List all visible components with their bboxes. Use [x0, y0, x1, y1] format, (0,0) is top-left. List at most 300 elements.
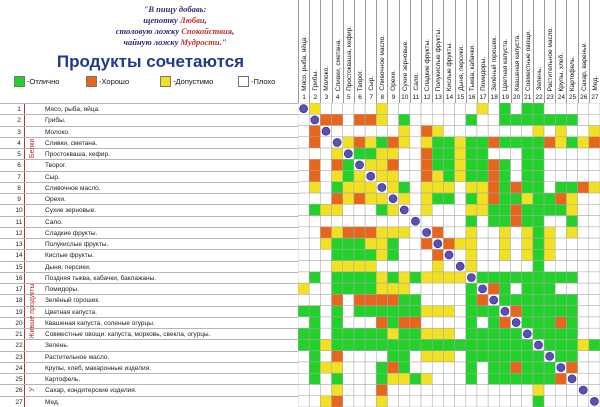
cell-r24-c3	[320, 362, 331, 373]
cell-r23-c13	[432, 351, 443, 362]
row-name: Растительное масло.	[45, 353, 110, 361]
cell-r1-c15	[455, 103, 466, 114]
cell-r11-c4	[332, 216, 343, 227]
cell-r15-c2	[309, 261, 320, 272]
row-label	[0, 384, 298, 395]
cell-r18-c27	[589, 294, 600, 305]
cell-r24-c27	[589, 362, 600, 373]
cell-r4-c26	[578, 137, 589, 148]
cell-r26-c6	[354, 384, 365, 395]
cell-r4-c12	[421, 137, 432, 148]
cell-r21-c9	[387, 328, 398, 339]
cell-r9-c18	[488, 193, 499, 204]
cell-r4-c21	[522, 137, 533, 148]
cell-r19-c22	[533, 306, 544, 317]
cell-r19-c24	[555, 306, 566, 317]
cell-r11-c26	[578, 216, 589, 227]
quote-line-3-pre: столовую ложку	[115, 26, 182, 36]
cell-r16-c20	[511, 272, 522, 283]
cell-r4-c11	[410, 137, 421, 148]
cell-r24-c5	[343, 362, 354, 373]
diagonal-dot-icon	[557, 364, 565, 372]
cell-r11-c14	[443, 216, 454, 227]
column-header-19	[499, 0, 510, 93]
cell-r13-c3	[320, 238, 331, 249]
cell-r8-c14	[443, 182, 454, 193]
cell-r20-c11	[410, 317, 421, 328]
column-header-label: Сахар, варенье.	[580, 41, 588, 91]
cell-r4-c7	[365, 137, 376, 148]
cell-r23-c26	[578, 351, 589, 362]
cell-r17-c14	[443, 283, 454, 294]
row-name: Сыр.	[45, 173, 60, 181]
row-name: Орехи.	[45, 196, 66, 204]
cell-r11-c15	[455, 216, 466, 227]
cell-r11-c6	[354, 216, 365, 227]
cell-r7-c5	[343, 171, 354, 182]
cell-r3-c1	[298, 126, 309, 137]
cell-r22-c18	[488, 339, 499, 350]
cell-r6-c12	[421, 159, 432, 170]
cell-r5-c8	[376, 148, 387, 159]
cell-r10-c24	[555, 204, 566, 215]
cell-r1-c18	[488, 103, 499, 114]
cell-r5-c19	[499, 148, 510, 159]
cell-r10-c2	[309, 204, 320, 215]
cell-r9-c3	[320, 193, 331, 204]
cell-r27-c26	[578, 396, 589, 407]
cell-r2-c15	[455, 114, 466, 125]
cell-r17-c3	[320, 283, 331, 294]
cell-r16-c1	[298, 272, 309, 283]
cell-r3-c14	[443, 126, 454, 137]
cell-r17-c5	[343, 283, 354, 294]
cell-r4-c15	[455, 137, 466, 148]
cell-r15-c12	[421, 261, 432, 272]
column-number: 5	[343, 93, 354, 103]
cell-r23-c3	[320, 351, 331, 362]
row-label	[0, 216, 298, 227]
cell-r18-c6	[354, 294, 365, 305]
cell-r9-c4	[332, 193, 343, 204]
row-number: 1	[17, 106, 21, 113]
cell-r1-c20	[511, 103, 522, 114]
compatibility-matrix	[298, 103, 600, 407]
cell-r25-c1	[298, 373, 309, 384]
cell-r17-c6	[354, 283, 365, 294]
cell-r19-c2	[309, 306, 320, 317]
cell-r20-c10	[399, 317, 410, 328]
column-header-label: Картофель.	[569, 55, 577, 91]
diagonal-dot-icon	[579, 386, 587, 394]
cell-r27-c19	[499, 396, 510, 407]
row-number: 26	[15, 387, 23, 395]
diagonal-dot-icon	[300, 105, 308, 113]
quote-line-3	[60, 26, 290, 37]
cell-r23-c9	[387, 351, 398, 362]
cell-r12-c18	[488, 227, 499, 238]
legend-swatch-bad	[238, 76, 249, 87]
cell-r8-c11	[410, 182, 421, 193]
cell-r24-c2	[309, 362, 320, 373]
cell-r26-c20	[511, 384, 522, 395]
cell-r6-c22	[533, 159, 544, 170]
cell-r14-c22	[533, 249, 544, 260]
cell-r7-c25	[566, 171, 577, 182]
cell-r14-c17	[477, 249, 488, 260]
cell-r2-c26	[578, 114, 589, 125]
cell-r20-c26	[578, 317, 589, 328]
cell-r21-c15	[455, 328, 466, 339]
cell-r22-c2	[309, 339, 320, 350]
column-number: 12	[421, 93, 432, 103]
cell-r21-c23	[544, 328, 555, 339]
cell-r8-c16	[466, 182, 477, 193]
cell-r21-c7	[365, 328, 376, 339]
chart-title: Продукты сочетаются	[56, 52, 245, 71]
cell-r13-c16	[466, 238, 477, 249]
cell-r1-c5	[343, 103, 354, 114]
cell-r7-c6	[354, 171, 365, 182]
cell-r7-c14	[443, 171, 454, 182]
matrix-svg	[298, 103, 600, 407]
cell-r6-c20	[511, 159, 522, 170]
cell-r25-c2	[309, 373, 320, 384]
cell-r3-c5	[343, 126, 354, 137]
row-label	[0, 193, 298, 204]
cell-r14-c7	[365, 249, 376, 260]
cell-r7-c12	[421, 171, 432, 182]
row-number: 19	[15, 308, 23, 316]
cell-r21-c25	[566, 328, 577, 339]
cell-r4-c13	[432, 137, 443, 148]
cell-r10-c5	[343, 204, 354, 215]
cell-r10-c19	[499, 204, 510, 215]
cell-r22-c12	[421, 339, 432, 350]
cell-r5-c15	[455, 148, 466, 159]
cell-r23-c19	[499, 351, 510, 362]
cell-r15-c16	[466, 261, 477, 272]
cell-r24-c13	[432, 362, 443, 373]
cell-r5-c10	[399, 148, 410, 159]
cell-r9-c25	[566, 193, 577, 204]
row-name: Кислые фрукты.	[45, 252, 95, 260]
cell-r15-c9	[387, 261, 398, 272]
cell-r6-c25	[566, 159, 577, 170]
cell-r27-c4	[332, 396, 343, 407]
row-name: Простокваша, кефир.	[45, 151, 110, 159]
cell-r18-c10	[399, 294, 410, 305]
cell-r12-c14	[443, 227, 454, 238]
cell-r6-c26	[578, 159, 589, 170]
cell-r6-c24	[555, 159, 566, 170]
cell-r20-c2	[309, 317, 320, 328]
row-label	[0, 261, 298, 272]
cell-r14-c25	[566, 249, 577, 260]
quote-wisdom: Мудрости	[180, 37, 220, 47]
cell-r1-c24	[555, 103, 566, 114]
cell-r8-c6	[354, 182, 365, 193]
cell-r7-c24	[555, 171, 566, 182]
cell-r14-c20	[511, 249, 522, 260]
cell-r3-c27	[589, 126, 600, 137]
diagonal-dot-icon	[568, 375, 576, 383]
row-number: 21	[15, 331, 23, 339]
cell-r13-c24	[555, 238, 566, 249]
row-labels	[0, 103, 298, 407]
cell-r18-c26	[578, 294, 589, 305]
cell-r3-c26	[578, 126, 589, 137]
cell-r15-c5	[343, 261, 354, 272]
cell-r8-c1	[298, 182, 309, 193]
cell-r26-c23	[544, 384, 555, 395]
cell-r10-c14	[443, 204, 454, 215]
cell-r3-c23	[544, 126, 555, 137]
cell-r17-c20	[511, 283, 522, 294]
cell-r7-c1	[298, 171, 309, 182]
cell-r12-c7	[365, 227, 376, 238]
row-label	[0, 171, 298, 182]
cell-r26-c22	[533, 384, 544, 395]
cell-r20-c9	[387, 317, 398, 328]
cell-r8-c12	[421, 182, 432, 193]
row-number: 23	[15, 353, 23, 361]
cell-r9-c13	[432, 193, 443, 204]
column-number: 23	[544, 93, 555, 103]
quote-line-2-pre: щепотку	[143, 15, 180, 25]
cell-r10-c4	[332, 204, 343, 215]
cell-r9-c21	[522, 193, 533, 204]
cell-r21-c10	[399, 328, 410, 339]
cell-r2-c11	[410, 114, 421, 125]
cell-r10-c6	[354, 204, 365, 215]
legend-swatch-good	[86, 76, 97, 87]
cell-r20-c22	[533, 317, 544, 328]
cell-r1-c3	[320, 103, 331, 114]
cell-r10-c12	[421, 204, 432, 215]
diagonal-dot-icon	[322, 127, 330, 135]
cell-r24-c4	[332, 362, 343, 373]
cell-r22-c14	[443, 339, 454, 350]
column-number: 17	[477, 93, 488, 103]
cell-r8-c15	[455, 182, 466, 193]
row-number: 25	[15, 376, 23, 384]
cell-r2-c10	[399, 114, 410, 125]
cell-r24-c22	[533, 362, 544, 373]
cell-r4-c14	[443, 137, 454, 148]
cell-r14-c6	[354, 249, 365, 260]
cell-r27-c13	[432, 396, 443, 407]
cell-r14-c9	[387, 249, 398, 260]
cell-r11-c1	[298, 216, 309, 227]
cell-r16-c2	[309, 272, 320, 283]
cell-r2-c19	[499, 114, 510, 125]
row-number: 17	[15, 286, 23, 294]
row-number: 4	[17, 139, 21, 147]
cell-r24-c17	[477, 362, 488, 373]
row-label	[0, 126, 298, 137]
cell-r4-c10	[399, 137, 410, 148]
cell-r4-c9	[387, 137, 398, 148]
cell-r14-c13	[432, 249, 443, 260]
row-number: 13	[15, 241, 23, 249]
cell-r10-c13	[432, 204, 443, 215]
row-number: 16	[15, 274, 23, 282]
row-name: Творог.	[45, 162, 67, 170]
cell-r25-c22	[533, 373, 544, 384]
cell-r27-c16	[466, 396, 477, 407]
cell-r24-c11	[410, 362, 421, 373]
cell-r13-c12	[421, 238, 432, 249]
cell-r13-c10	[399, 238, 410, 249]
cell-r15-c27	[589, 261, 600, 272]
cell-r5-c11	[410, 148, 421, 159]
column-number: 22	[533, 93, 544, 103]
cell-r6-c5	[343, 159, 354, 170]
cell-r15-c7	[365, 261, 376, 272]
diagonal-dot-icon	[400, 206, 408, 214]
cell-r18-c23	[544, 294, 555, 305]
column-header-5	[343, 0, 354, 93]
cell-r13-c21	[522, 238, 533, 249]
row-name: Сладкие фрукты.	[45, 229, 98, 237]
cell-r8-c20	[511, 182, 522, 193]
cell-r1-c23	[544, 103, 555, 114]
cell-r12-c27	[589, 227, 600, 238]
cell-r26-c25	[566, 384, 577, 395]
cell-r1-c4	[332, 103, 343, 114]
column-header-3	[320, 0, 331, 93]
cell-r4-c25	[566, 137, 577, 148]
cell-r6-c15	[455, 159, 466, 170]
cell-r9-c20	[511, 193, 522, 204]
cell-r3-c16	[466, 126, 477, 137]
cell-r3-c25	[566, 126, 577, 137]
cell-r17-c11	[410, 283, 421, 294]
cell-r3-c9	[387, 126, 398, 137]
cell-r14-c3	[320, 249, 331, 260]
cell-r25-c14	[443, 373, 454, 384]
cell-r5-c20	[511, 148, 522, 159]
diagonal-dot-icon	[546, 352, 554, 360]
row-label	[0, 351, 298, 362]
cell-r7-c27	[589, 171, 600, 182]
cell-r22-c24	[555, 339, 566, 350]
cell-r6-c11	[410, 159, 421, 170]
cell-r4-c17	[477, 137, 488, 148]
cell-r18-c14	[443, 294, 454, 305]
cell-r21-c20	[511, 328, 522, 339]
cell-r5-c21	[522, 148, 533, 159]
cell-r23-c21	[522, 351, 533, 362]
cell-r4-c22	[533, 137, 544, 148]
cell-r22-c25	[566, 339, 577, 350]
cell-r20-c12	[421, 317, 432, 328]
cell-r13-c18	[488, 238, 499, 249]
quote-line-3-post: ,	[232, 26, 235, 36]
cell-r5-c9	[387, 148, 398, 159]
row-name: Молоко.	[45, 128, 70, 136]
column-number: 14	[443, 93, 454, 103]
cell-r22-c6	[354, 339, 365, 350]
cell-r21-c22	[533, 328, 544, 339]
cell-r27-c3	[320, 396, 331, 407]
row-number: 2	[17, 117, 21, 125]
cell-r15-c20	[511, 261, 522, 272]
cell-r27-c8	[376, 396, 387, 407]
diagonal-dot-icon	[333, 138, 341, 146]
cell-r25-c23	[544, 373, 555, 384]
cell-r27-c17	[477, 396, 488, 407]
cell-r12-c10	[399, 227, 410, 238]
cell-r23-c24	[555, 351, 566, 362]
cell-r21-c1	[298, 328, 309, 339]
cell-r6-c27	[589, 159, 600, 170]
cell-r12-c20	[511, 227, 522, 238]
column-number: 2	[309, 93, 320, 103]
cell-r13-c9	[387, 238, 398, 249]
cell-r14-c1	[298, 249, 309, 260]
cell-r18-c1	[298, 294, 309, 305]
cell-r25-c5	[343, 373, 354, 384]
column-header-label: Простокваша, кефир.	[345, 26, 353, 91]
cell-r20-c23	[544, 317, 555, 328]
cell-r12-c25	[566, 227, 577, 238]
cell-r26-c3	[320, 384, 331, 395]
cell-r16-c13	[432, 272, 443, 283]
row-label	[0, 159, 298, 170]
cell-r15-c23	[544, 261, 555, 272]
cell-r16-c26	[578, 272, 589, 283]
cell-r1-c9	[387, 103, 398, 114]
cell-r13-c4	[332, 238, 343, 249]
cell-r21-c18	[488, 328, 499, 339]
cell-r3-c12	[421, 126, 432, 137]
cell-r5-c17	[477, 148, 488, 159]
column-number: 19	[499, 93, 510, 103]
cell-r3-c24	[555, 126, 566, 137]
column-number: 24	[555, 93, 566, 103]
cell-r7-c16	[466, 171, 477, 182]
cell-r24-c16	[466, 362, 477, 373]
cell-r4-c20	[511, 137, 522, 148]
cell-r27-c15	[455, 396, 466, 407]
column-header-label: Тыква, кабачки.	[468, 43, 476, 91]
column-number: 3	[320, 93, 331, 103]
cell-r16-c25	[566, 272, 577, 283]
legend-item-bad	[238, 73, 275, 87]
cell-r25-c7	[365, 373, 376, 384]
cell-r6-c9	[387, 159, 398, 170]
cell-r5-c4	[332, 148, 343, 159]
cell-r1-c21	[522, 103, 533, 114]
column-number: 13	[432, 93, 443, 103]
cell-r16-c17	[477, 272, 488, 283]
cell-r26-c12	[421, 384, 432, 395]
cell-r13-c17	[477, 238, 488, 249]
group-label-3: У	[29, 387, 36, 393]
cell-r10-c11	[410, 204, 421, 215]
cell-r24-c12	[421, 362, 432, 373]
cell-r26-c15	[455, 384, 466, 395]
cell-r3-c6	[354, 126, 365, 137]
cell-r26-c24	[555, 384, 566, 395]
column-header-1	[298, 0, 309, 93]
cell-r25-c13	[432, 373, 443, 384]
cell-r3-c19	[499, 126, 510, 137]
cell-r21-c8	[376, 328, 387, 339]
cell-r8-c10	[399, 182, 410, 193]
